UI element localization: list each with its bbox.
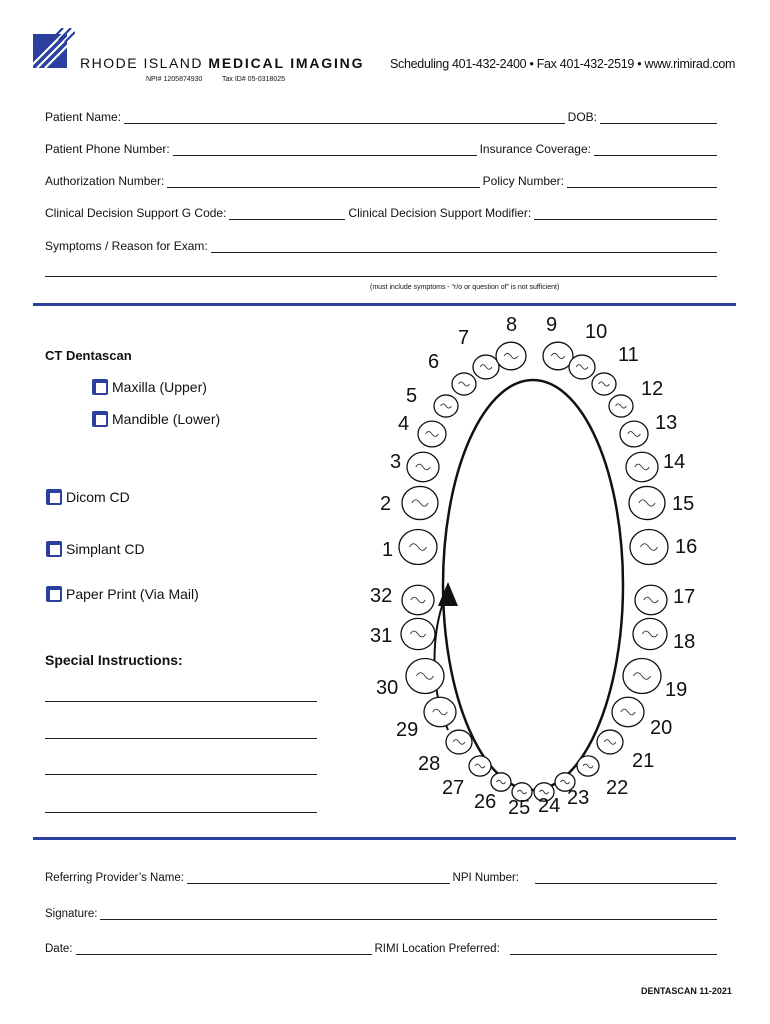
insurance-field[interactable] bbox=[594, 144, 717, 156]
dob-field[interactable] bbox=[600, 112, 717, 124]
tooth-number-23: 23 bbox=[567, 787, 590, 809]
tooth-number-16: 16 bbox=[675, 536, 698, 558]
tooth-number-27: 27 bbox=[442, 777, 465, 799]
tooth-number-18: 18 bbox=[673, 631, 696, 653]
patient-name-row bbox=[45, 110, 717, 124]
tooth-number-15: 15 bbox=[672, 493, 695, 515]
simplant-cd-checkbox[interactable] bbox=[46, 541, 145, 557]
tooth-number-29: 29 bbox=[396, 719, 419, 741]
dob-label: DOB: bbox=[567, 110, 597, 124]
tooth-number-21: 21 bbox=[632, 750, 655, 772]
tooth-number-13: 13 bbox=[655, 412, 678, 434]
tax-id: Tax ID# 05-0318025 bbox=[222, 76, 286, 83]
cds-modifier-field[interactable] bbox=[534, 208, 717, 220]
checkbox-icon[interactable] bbox=[46, 541, 62, 557]
mandible-checkbox[interactable] bbox=[92, 411, 220, 427]
date-row bbox=[45, 943, 717, 955]
checkbox-icon[interactable] bbox=[92, 379, 108, 395]
symptoms-row bbox=[45, 239, 717, 253]
tooth-number-28: 28 bbox=[418, 753, 441, 775]
special-instructions-label: Special Instructions: bbox=[45, 652, 183, 668]
tooth-chart bbox=[360, 310, 720, 830]
checkbox-icon[interactable] bbox=[92, 411, 108, 427]
phone-field[interactable] bbox=[173, 144, 477, 156]
tooth-number-8: 8 bbox=[506, 314, 518, 336]
policy-label: Policy Number: bbox=[482, 174, 564, 188]
cds-row bbox=[45, 206, 717, 220]
insurance-label: Insurance Coverage: bbox=[479, 142, 591, 156]
contact-info: Scheduling 401-432-2400 • Fax 401-432-2519 • www.rimirad.com bbox=[390, 57, 736, 71]
signature-field[interactable] bbox=[100, 909, 717, 920]
date-label: Date: bbox=[45, 943, 73, 955]
checkbox-icon[interactable] bbox=[46, 489, 62, 505]
tooth-number-14: 14 bbox=[663, 451, 686, 473]
symptoms-label: Symptoms / Reason for Exam: bbox=[45, 239, 208, 253]
phone-label: Patient Phone Number: bbox=[45, 142, 170, 156]
tooth-number-12: 12 bbox=[641, 378, 664, 400]
patient-name-field[interactable] bbox=[124, 112, 565, 124]
mandible-label: Mandible (Lower) bbox=[112, 411, 221, 427]
tooth-number-1: 1 bbox=[382, 539, 394, 561]
checkbox-icon[interactable] bbox=[46, 586, 62, 602]
tooth-number-5: 5 bbox=[406, 385, 418, 407]
tooth-number-7: 7 bbox=[458, 327, 470, 349]
tooth-number-19: 19 bbox=[665, 679, 688, 701]
symptoms-note: (must include symptoms - “r/o or question of” is not sufficient) bbox=[370, 284, 560, 291]
special-instructions-line[interactable] bbox=[45, 700, 317, 702]
symptoms-field[interactable] bbox=[211, 241, 717, 253]
referring-provider-field[interactable] bbox=[187, 873, 450, 884]
tooth-number-10: 10 bbox=[585, 321, 608, 343]
tooth-number-32: 32 bbox=[370, 585, 393, 607]
tooth-number-22: 22 bbox=[606, 777, 629, 799]
policy-field[interactable] bbox=[567, 176, 717, 188]
tooth-number-20: 20 bbox=[650, 717, 673, 739]
provider-row bbox=[45, 872, 717, 884]
npi-number: NPI# 1205874930 bbox=[146, 76, 203, 83]
authorization-row bbox=[45, 174, 717, 188]
divider-top bbox=[33, 303, 736, 306]
signature-label: Signature: bbox=[45, 908, 98, 920]
special-instructions-line[interactable] bbox=[45, 811, 317, 813]
tooth-number-26: 26 bbox=[474, 791, 497, 813]
tooth-number-17: 17 bbox=[673, 586, 696, 608]
special-instructions-line[interactable] bbox=[45, 737, 317, 739]
symptoms-field-line2[interactable] bbox=[45, 276, 717, 277]
date-field[interactable] bbox=[76, 944, 372, 955]
patient-name-label: Patient Name: bbox=[45, 110, 122, 124]
paper-print-label: Paper Print (Via Mail) bbox=[66, 586, 199, 602]
cds-code-label: Clinical Decision Support G Code: bbox=[45, 206, 227, 220]
signature-row bbox=[45, 908, 717, 920]
tooth-number-4: 4 bbox=[398, 413, 410, 435]
location-label: RIMI Location Preferred: bbox=[374, 943, 500, 955]
location-field[interactable] bbox=[510, 944, 717, 955]
brand-name: RHODE ISLAND MEDICAL IMAGING bbox=[80, 55, 365, 71]
cds-modifier-label: Clinical Decision Support Modifier: bbox=[348, 206, 532, 220]
authorization-field[interactable] bbox=[167, 176, 479, 188]
authorization-label: Authorization Number: bbox=[45, 174, 165, 188]
special-instructions-line[interactable] bbox=[45, 773, 317, 775]
form-id: DENTASCAN 11-2021 bbox=[641, 986, 732, 996]
npi-label: NPI Number: bbox=[452, 872, 519, 884]
referring-provider-label: Referring Provider’s Name: bbox=[45, 872, 184, 884]
maxilla-label: Maxilla (Upper) bbox=[112, 379, 207, 395]
tooth-number-30: 30 bbox=[376, 677, 399, 699]
dicom-cd-checkbox[interactable] bbox=[46, 489, 130, 505]
tooth-number-31: 31 bbox=[370, 625, 393, 647]
cds-code-field[interactable] bbox=[229, 208, 345, 220]
tooth-number-25: 25 bbox=[508, 797, 531, 819]
exam-title: CT Dentascan bbox=[45, 348, 132, 363]
tooth-number-6: 6 bbox=[428, 351, 440, 373]
rimi-logo bbox=[33, 28, 75, 68]
arrow-head-icon bbox=[438, 582, 458, 606]
npi-field[interactable] bbox=[535, 873, 717, 884]
divider-bottom bbox=[33, 837, 736, 840]
arch-outline bbox=[443, 380, 623, 790]
simplant-cd-label: Simplant CD bbox=[66, 541, 145, 557]
tooth-number-9: 9 bbox=[546, 314, 558, 336]
maxilla-checkbox[interactable] bbox=[92, 379, 207, 395]
tooth-number-2: 2 bbox=[380, 493, 392, 515]
tooth-number-11: 11 bbox=[618, 344, 639, 366]
paper-print-checkbox[interactable] bbox=[46, 586, 199, 602]
tooth-number-24: 24 bbox=[538, 795, 561, 817]
dicom-cd-label: Dicom CD bbox=[66, 489, 130, 505]
tooth-number-3: 3 bbox=[390, 451, 402, 473]
phone-row bbox=[45, 142, 717, 156]
